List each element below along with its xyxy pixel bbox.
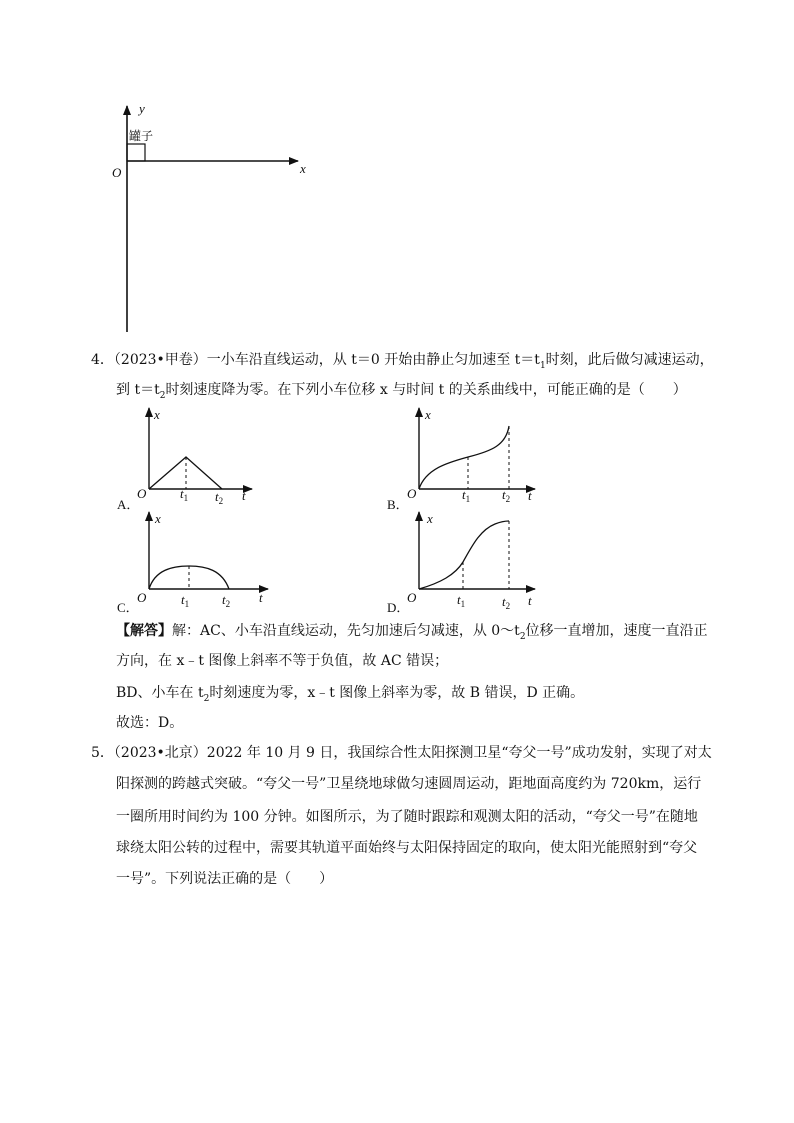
option-b-letter: B． — [387, 497, 409, 512]
graph-c-x-label: x — [155, 511, 161, 526]
graph-b-t-label: t — [528, 488, 532, 503]
jar-label: 罐子 — [129, 129, 154, 143]
graph-b-curve — [419, 426, 509, 489]
option-d-letter: D． — [387, 600, 410, 615]
q5-line2: 阳探测的跨越式突破。“夸父一号”卫星绕地球做匀速圆周运动，距地面高度约为 720km，运行 — [116, 776, 702, 792]
graph-d — [407, 511, 535, 611]
graph-b-x-label: x — [425, 407, 431, 422]
graph-d-curve — [419, 521, 509, 589]
q5-line4: 球绕太阳公转的过程中，需要其轨道平面始终与太阳保持固定的取向，使太阳光能照射到“夸父 — [116, 840, 698, 856]
graph-a-t1: $t_1$ — [180, 486, 189, 503]
q4-stem-line1: 4．（2023•甲卷）一小车沿直线运动，从 t＝0 开始由静止匀加速至 $t=t_1$时刻，此后做匀减速运动， — [91, 352, 714, 371]
graph-d-origin: O — [407, 590, 417, 605]
jar-box — [127, 144, 145, 161]
graph-b-t1: $t_1$ — [462, 487, 471, 504]
graph-c-origin: O — [137, 590, 147, 605]
graph-c-t2: $t_2$ — [222, 592, 231, 609]
graph-b-t2: $t_2$ — [502, 487, 511, 504]
q4-stem-line2: 到 $t=t_2$时刻速度降为零。在下列小车位移 x 与时间 t 的关系曲线中，可能正确的是（ ） — [116, 382, 687, 401]
answer-line4: 故选：D。 — [116, 715, 184, 731]
graph-d-x-label: x — [427, 511, 433, 526]
graph-d-t1: $t_1$ — [457, 592, 466, 609]
graph-d-t-label: t — [528, 593, 532, 608]
q5-line5: 一号”。下列说法正确的是（ ） — [116, 871, 334, 887]
graph-d-t2: $t_2$ — [502, 594, 511, 611]
answer-line1: 【解答】解：AC、小车沿直线运动，先匀加速后匀减速，从 $0\sim t_2$位移一直增加，速度一直沿正 — [116, 623, 708, 642]
graph-b-origin: O — [407, 486, 417, 501]
graph-b — [407, 407, 535, 504]
q5-line1: 5．（2023•北京）2022 年 10 月 9 日，我国综合性太阳探测卫星“夸父一号”成功发射，实现了对太 — [91, 745, 712, 761]
graph-c-t1: $t_1$ — [181, 592, 190, 609]
top-x-label: x — [300, 161, 306, 176]
top-y-label: y — [139, 101, 145, 116]
q5-line3: 一圈所用时间约为 100 分钟。如图所示，为了随时跟踪和观测太阳的活动，“夸父一号”在随地 — [116, 809, 698, 825]
graph-a-curve — [149, 457, 222, 489]
top-origin-label: O — [112, 165, 122, 180]
graph-a-origin: O — [137, 486, 147, 501]
option-a-letter: A． — [117, 497, 140, 512]
graph-a — [137, 407, 252, 506]
answer-line3: BD、小车在 $t_2$时刻速度为零，x﹣t 图像上斜率为零，故 B 错误，D 正确。 — [116, 685, 585, 704]
graph-a-t-label: t — [242, 488, 246, 503]
graph-a-x-label: x — [154, 407, 160, 422]
graph-c — [137, 511, 268, 609]
option-c-letter: C． — [117, 600, 139, 615]
answer-line2: 方向，在 x﹣t 图像上斜率不等于负值，故 AC 错误； — [116, 653, 449, 669]
graph-a-t2: $t_2$ — [215, 489, 224, 506]
graph-c-t-label: t — [259, 590, 263, 605]
